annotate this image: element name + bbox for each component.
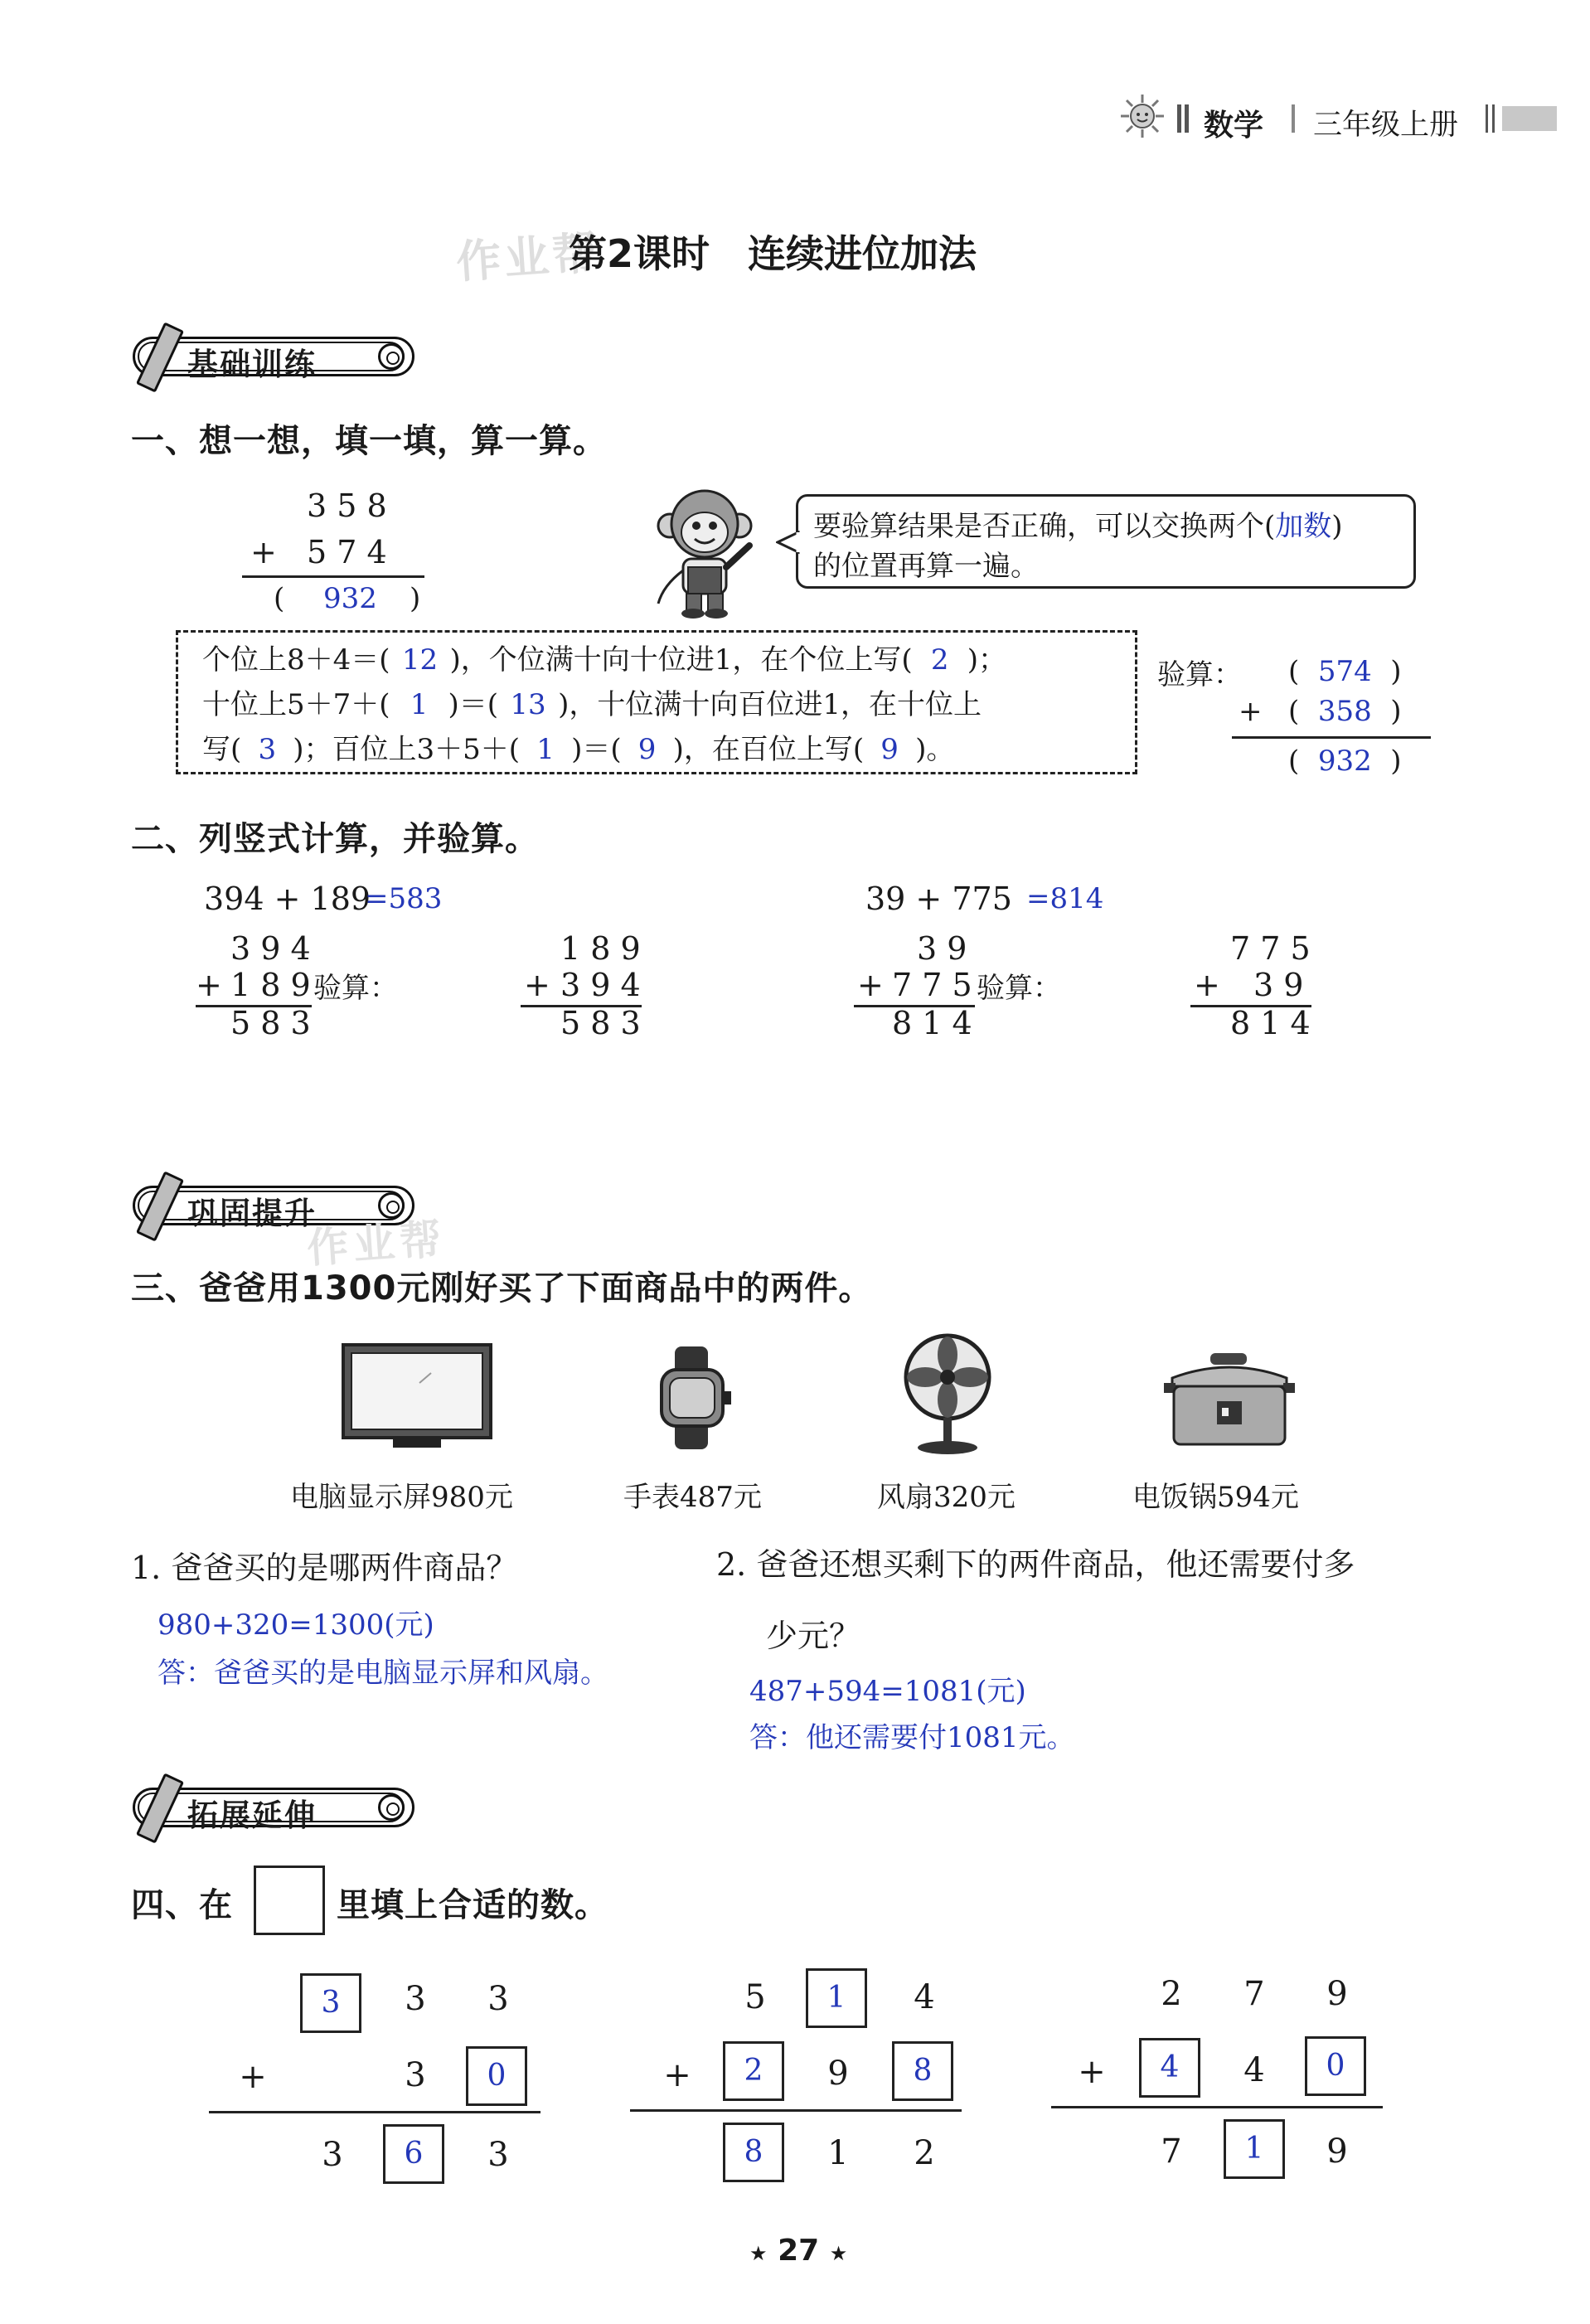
item-label-fan: 风扇320元 <box>877 1481 1016 1514</box>
item-label-cooker: 电饭锅594元 <box>1132 1481 1299 1514</box>
answer-box[interactable]: 3 <box>300 1973 361 2033</box>
q3-sub1-calc: 980+320=1300(元) <box>158 1608 434 1642</box>
monkey-mascot-icon <box>647 488 771 620</box>
lesson-title: 第2课时 连续进位加法 <box>569 231 977 276</box>
steps-line-3: 写( 3 )；百位上3＋5＋( 1 )＝( 9 )，在百位上写( 9 )。 <box>202 733 955 766</box>
sun-logo-icon <box>1117 93 1167 139</box>
fan-icon <box>902 1332 993 1456</box>
q2-p2-answer: =814 <box>1026 882 1104 915</box>
q1-plus: + <box>250 534 277 570</box>
answer-box[interactable]: 1 <box>1224 2119 1285 2179</box>
bubble-answer: 加数 <box>1275 510 1332 543</box>
q3-sub2-answer: 答：他还需要付1081元。 <box>749 1721 1075 1754</box>
q1-check-row1: ( 574 ) <box>1288 655 1402 688</box>
watermark: 作业帮 <box>454 226 603 289</box>
section-tag-consolidate: 巩固提升 <box>133 1177 414 1232</box>
q3-sub2-question-line2: 少元？ <box>766 1618 861 1654</box>
header-subject: 数学 <box>1204 109 1264 143</box>
q1-check-row2: ( 358 ) <box>1288 695 1402 728</box>
answer-box[interactable]: 8 <box>723 2123 784 2182</box>
q1-addend2: 5 7 4 <box>307 534 387 570</box>
q4-title-a: 四、在 <box>131 1886 233 1924</box>
bubble-text-line2: 的位置再算一遍。 <box>813 550 1039 583</box>
watch-icon <box>655 1345 738 1451</box>
q2-p1-expr: 394 + 189 <box>204 881 371 917</box>
answer-box[interactable]: 8 <box>892 2041 953 2101</box>
ring-icon <box>378 1794 405 1821</box>
q3-sub1-question: 1. 爸爸买的是哪两件商品？ <box>131 1550 518 1586</box>
q2-p2-expr: 39 + 775 <box>865 881 1012 917</box>
section-tag-basic: 基础训练 <box>133 328 414 383</box>
answer-box[interactable]: 4 <box>1139 2038 1200 2098</box>
q1-check-sum: ( 932 ) <box>1288 745 1402 778</box>
answer-box[interactable]: 1 <box>806 1968 867 2028</box>
q3-sub2-calc: 487+594=1081(元) <box>749 1675 1026 1708</box>
steps-line-1: 个位上8＋4＝( 12 )，个位满十向十位进1，在个位上写( 2 )； <box>202 643 1006 677</box>
q2-title: 二、列竖式计算，并验算。 <box>131 820 539 858</box>
monitor-icon <box>340 1342 494 1451</box>
item-label-watch: 手表487元 <box>623 1481 762 1514</box>
q1-title: 一、想一想，填一填，算一算。 <box>131 422 607 460</box>
watermark-2: 作业帮 <box>305 1215 448 1273</box>
q3-sub2-question-line1: 2. 爸爸还想买剩下的两件商品，他还需要付多 <box>716 1546 1355 1583</box>
q4-title-box <box>254 1866 325 1935</box>
rice-cooker-icon <box>1164 1353 1295 1449</box>
steps-line-2: 十位上5＋7＋( 1 )＝( 13 )，十位满十向百位进1，在十位上 <box>202 688 982 721</box>
q1-check-label: 验算： <box>1157 658 1242 691</box>
answer-box[interactable]: 6 <box>383 2124 444 2184</box>
q3-sub1-answer: 答：爸爸买的是电脑显示屏和风扇。 <box>158 1657 608 1690</box>
answer-box[interactable]: 2 <box>723 2041 784 2101</box>
section-tag-extend: 拓展延伸 <box>133 1779 414 1834</box>
answer-box[interactable]: 0 <box>1305 2036 1366 2096</box>
star-icon: ★ <box>749 2242 768 2265</box>
q1-result: 932 <box>323 582 377 615</box>
q1-addend1: 3 5 8 <box>307 488 387 524</box>
page-number: ★ 27 ★ <box>749 2234 848 2268</box>
q2-p1-answer: =583 <box>365 882 443 915</box>
header-grade: 三年级上册 <box>1313 109 1459 142</box>
q4-title-b: 里填上合适的数。 <box>337 1886 608 1924</box>
ring-icon <box>378 343 405 370</box>
item-label-monitor: 电脑显示屏980元 <box>290 1481 513 1514</box>
bubble-text-a: 要验算结果是否正确，可以交换两个( <box>813 510 1276 543</box>
bubble-tail <box>776 531 801 556</box>
star-icon: ★ <box>829 2242 848 2265</box>
speech-bubble: 要验算结果是否正确，可以交换两个(加数) 的位置再算一遍。 <box>796 494 1416 589</box>
answer-box[interactable]: 0 <box>466 2046 527 2106</box>
q3-title: 三、爸爸用1300元刚好买了下面商品中的两件。 <box>131 1269 873 1308</box>
page-header <box>1111 98 1558 143</box>
